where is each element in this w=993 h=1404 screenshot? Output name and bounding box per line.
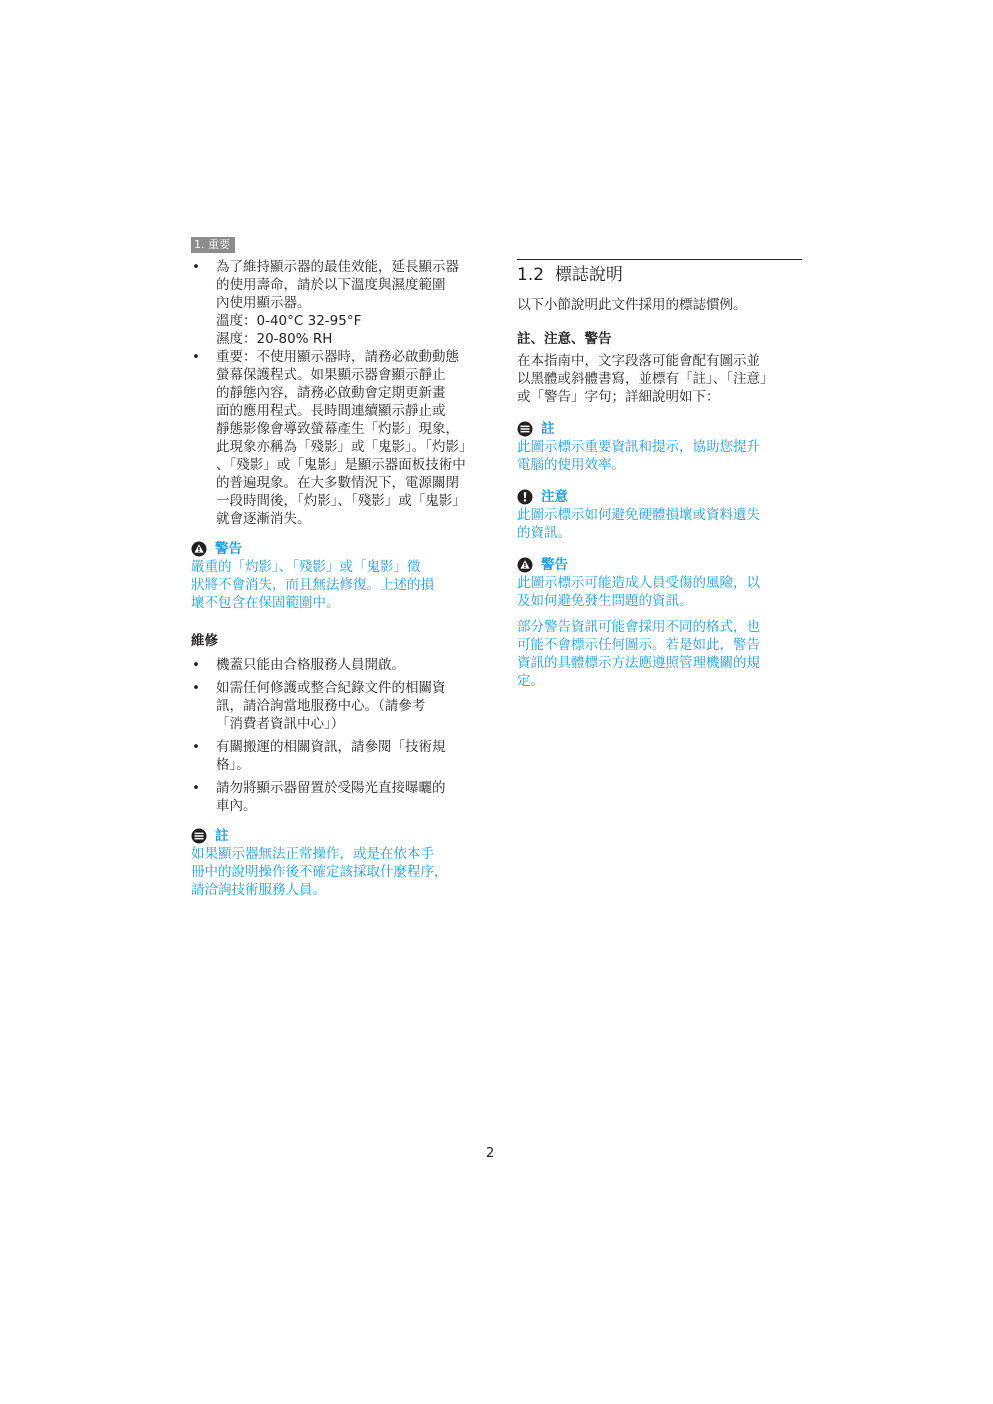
list-item-text: 的靜態內容，請務必啟動會定期更新畫 [216, 385, 446, 401]
note-body: 此圖示標示重要資訊和提示，協助您提升 電腦的使用效率。 [517, 439, 760, 473]
list-item-text: 一段時間後，「灼影」、「殘影」或「鬼影」 [216, 493, 466, 509]
bullet-icon: • [192, 657, 200, 673]
note-body: 如果顯示器無法正常操作，或是在依本手 冊中的說明操作後不確定該採取什麼程序， 請洽詢技術服務人員。 [191, 846, 448, 898]
note-icon [517, 421, 533, 437]
section-tag: 1. 重要 [191, 237, 235, 253]
list-item [191, 679, 481, 733]
list-item-text: 請勿將顯示器留置於受陽光直接曝曬的 [216, 780, 446, 796]
left-column [191, 258, 481, 899]
list-item-text: 的普遍現象。在大多數情況下，電源關閉 [216, 475, 459, 491]
list-item [191, 348, 481, 528]
note-heading [517, 420, 802, 438]
list-item-text: 靜態影像會導致螢幕產生「灼影」現象， [216, 421, 459, 437]
list-item-text: 「消費者資訊中心」） [216, 716, 345, 732]
list-item-text: 螢幕保護程式。如果顯示器會顯示靜止 [216, 367, 446, 383]
warning-body: 嚴重的「灼影」、「殘影」或「鬼影」徵 狀將不會消失，而且無法修復。上述的損 壞不包含在保固範圍中。 [191, 559, 434, 611]
list-item-text: 內使用顯示器。 [216, 295, 311, 311]
warning-icon [191, 541, 207, 557]
list-item [191, 779, 481, 815]
sub-heading: 註、注意、警告 [517, 331, 612, 347]
bullet-icon: • [192, 739, 200, 755]
temperature-text: 溫度：0-40°C 32-95°F [216, 313, 362, 329]
list-item-text: 格」。 [216, 757, 250, 773]
bullet-icon: • [192, 349, 200, 365]
list-item-text: 車內。 [216, 798, 257, 814]
section-heading [517, 264, 802, 286]
warning-title: 警告 [541, 557, 568, 573]
list-item-text: 面的應用程式。長時間連續顯示靜止或 [216, 403, 446, 419]
warning-heading [517, 556, 802, 574]
warning-title: 警告 [215, 541, 242, 557]
list-item [191, 656, 481, 674]
section-title: 標誌說明 [554, 265, 623, 285]
note-title: 註 [215, 828, 229, 844]
list-item-text: 如需任何修護或整合紀錄文件的相關資 [216, 680, 446, 696]
list-item-text: 有關搬運的相關資訊，請參閱「技術規 [216, 739, 446, 755]
caution-icon [517, 489, 533, 505]
list-item-text: 訊，請洽詢當地服務中心。（請參考 [216, 698, 426, 714]
maintenance-heading: 維修 [191, 633, 218, 649]
note-heading [191, 827, 481, 845]
bullet-icon: • [192, 259, 200, 275]
bullet-icon: • [192, 680, 200, 696]
right-column [517, 259, 802, 690]
list-item-text: 重要：不使用顯示器時，請務必啟動動態 [216, 349, 459, 365]
list-item-text: 為了維持顯示器的最佳效能，延長顯示器 [216, 259, 459, 275]
note-title: 註 [541, 421, 555, 437]
section-number: 1.2 [517, 265, 545, 285]
caution-body: 此圖示標示如何避免硬體損壞或資料遺失 的資訊。 [517, 507, 760, 541]
warning-heading [191, 540, 481, 558]
extra-warning-text: 部分警告資訊可能會採用不同的格式，也 可能不會標示任何圖示。若是如此，警告 資訊的具體標示方法應遵照管理機關的規 定。 [517, 619, 760, 689]
intro-text: 以下小節說明此文件採用的標誌慣例。 [517, 297, 747, 313]
caution-title: 注意 [541, 489, 568, 505]
list-item [191, 738, 481, 774]
important-list [191, 258, 481, 528]
warning-body: 此圖示標示可能造成人員受傷的風險，以 及如何避免發生問題的資訊。 [517, 575, 760, 609]
maintenance-list [191, 656, 481, 815]
list-item-text: 、「殘影」或「鬼影」是顯示器面板技術中 [216, 457, 466, 473]
list-item-text: 的使用壽命，請於以下溫度與濕度範圍 [216, 277, 446, 293]
humidity-text: 濕度：20-80% RH [216, 331, 333, 347]
note-icon [191, 828, 207, 844]
description-paragraph: 在本指南中，文字段落可能會配有圖示並 以黑體或斜體書寫，並標有「註」、「注意」 或「警告」字句；詳細說明如下： [517, 353, 774, 405]
list-item-text: 機蓋只能由合格服務人員開啟。 [216, 657, 405, 673]
list-item-text: 此現象亦稱為「殘影」或「鬼影」。「灼影」 [216, 439, 473, 455]
list-item [191, 258, 481, 348]
warning-icon [517, 557, 533, 573]
page-number: 2 [486, 1146, 495, 1161]
bullet-icon: • [192, 780, 200, 796]
caution-heading [517, 488, 802, 506]
list-item-text: 就會逐漸消失。 [216, 511, 311, 527]
